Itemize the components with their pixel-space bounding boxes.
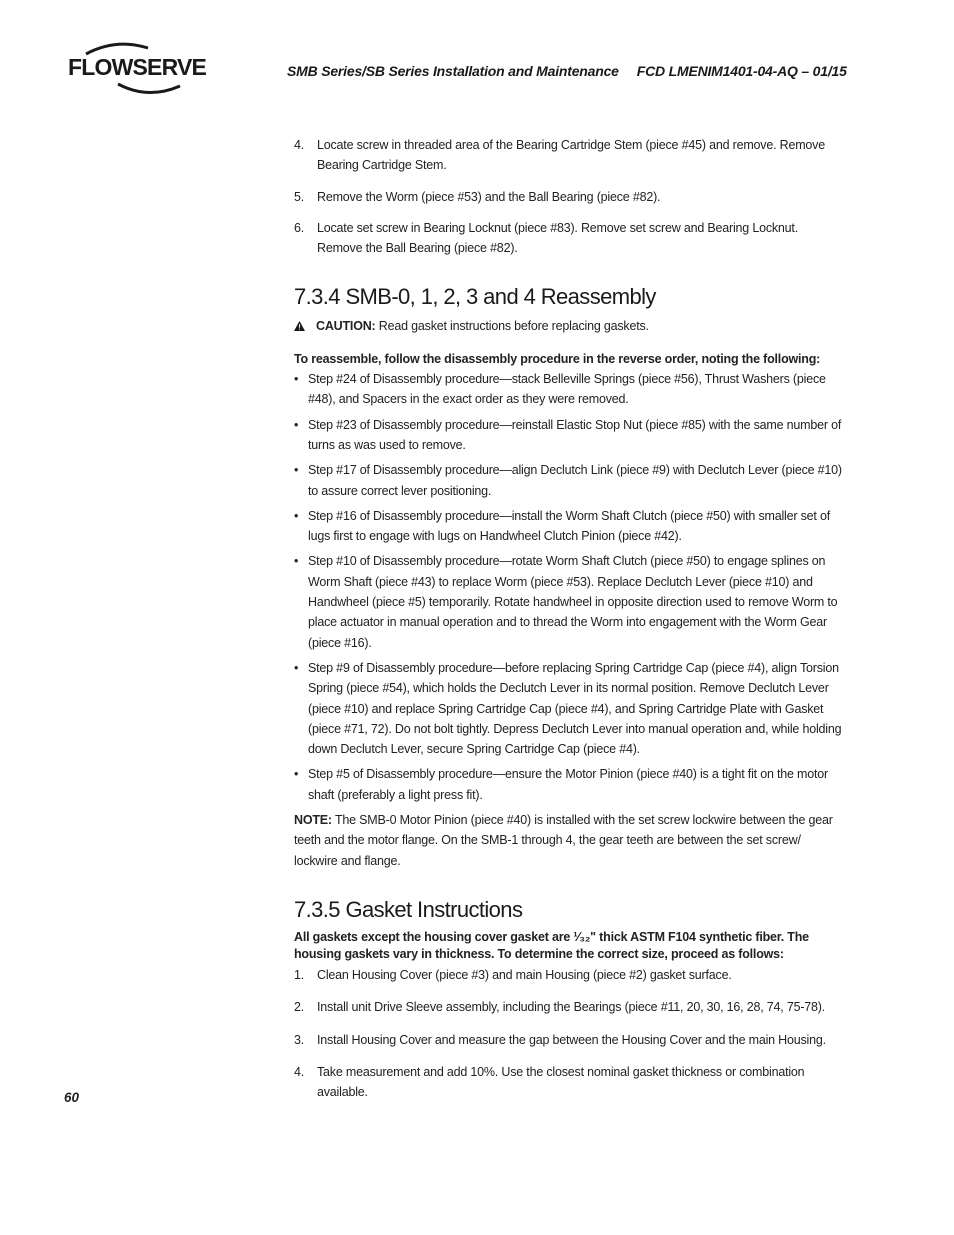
section-heading-gasket: 7.3.5 Gasket Instructions <box>294 896 523 922</box>
doc-title: SMB Series/SB Series Installation and Maintenance <box>287 63 619 79</box>
section-heading-reassembly: 7.3.4 SMB-0, 1, 2, 3 and 4 Reassembly <box>294 284 656 310</box>
reassembly-intro: To reassemble, follow the disassembly procedure in the reverse order, noting the following: <box>294 351 821 366</box>
list-item: • Step #23 of Disassembly procedure—reinstall Elastic Stop Nut (piece #85) with the same number of turns as was used to remove. <box>294 417 842 452</box>
caution-label: CAUTION: <box>316 319 376 334</box>
gasket-steps-list <box>294 965 844 1102</box>
list-item: 2. Install unit Drive Sleeve assembly, including the Bearings (piece #11, 20, 30, 16, 28, 74, 75-78). <box>294 1000 826 1015</box>
caution-note <box>294 316 844 336</box>
list-item: • Step #5 of Disassembly procedure—ensure the Motor Pinion (piece #40) is a tight fit on the motor shaft (preferably a light press fit). <box>294 767 828 802</box>
list-item: 4. Locate screw in threaded area of the Bearing Cartridge Stem (piece #45) and remove. Remove Bearing Cartridge Stem. <box>294 138 825 173</box>
list-item: 3. Install Housing Cover and measure the gap between the Housing Cover and the main Housing. <box>294 1032 826 1047</box>
list-item: • Step #9 of Disassembly procedure—before replacing Spring Cartridge Cap (piece #4), align Torsion Spring (piece #54), which holds the Declutch Lever in its normal position. Remove Declutch Lever (piece #10) and replace Spring Cartridge Cap (piece #4), and Spring Cartridge Plate with Gasket (piece #71, 72). Do not bolt tightly. Depress Declutch Lever into manual operation and, while holding down Declutch Lever, secure Spring Cartridge Cap (piece #4). <box>294 660 842 757</box>
list-item: 4. Take measurement and add 10%. Use the closest nominal gasket thickness or combination available. <box>294 1064 805 1100</box>
disassembly-steps-list <box>294 135 844 258</box>
note-text: The SMB-0 Motor Pinion (piece #40) is installed with the set screw lockwire between the gear teeth and the motor flange. On the SMB-1 through 4, the gear teeth are between the set screw/ lockwire and flange. <box>294 813 833 868</box>
doc-code: FCD LMENIM1401-04-AQ – 01/15 <box>636 63 847 79</box>
list-item: • Step #17 of Disassembly procedure—align Declutch Link (piece #9) with Declutch Lever (piece #10) to assure correct lever positioning. <box>294 463 842 498</box>
list-item: • Step #10 of Disassembly procedure—rotate Worm Shaft Clutch (piece #50) to engage splines on Worm Shaft (piece #43) to replace Worm (piece #53). Replace Declutch Lever (piece #10) and Handwheel (piece #5) temporarily. Rotate handwheel in opposite direction used to remove Worm to place actuator in manual operation and to thread the Worm into engagement with the Worm Gear (piece #16). <box>294 554 838 650</box>
caution-text: Read gasket instructions before replacing gaskets. <box>378 319 649 334</box>
list-item: • Step #16 of Disassembly procedure—install the Worm Shaft Clutch (piece #50) with smaller set of lugs first to engage with lugs on Handwheel Clutch Pinion (piece #42). <box>294 508 830 544</box>
flowserve-logo <box>68 42 208 96</box>
list-item: • Step #24 of Disassembly procedure—stack Belleville Springs (piece #56), Thrust Washers (piece #48), and Spacers in the exact order as they were removed. <box>294 372 826 407</box>
header-title <box>287 63 847 79</box>
main-content <box>294 135 844 1114</box>
page-number: 60 <box>64 1090 80 1105</box>
gasket-intro: All gaskets except the housing cover gasket are ¹⁄₃₂" thick ASTM F104 synthetic fiber. The housing gaskets vary in thickness. To determine the correct size, proceed as follows: <box>294 929 809 961</box>
reassembly-bullets <box>294 369 844 805</box>
list-item: 6. Locate set screw in Bearing Locknut (piece #83). Remove set screw and Bearing Locknut. Remove the Ball Bearing (piece #82). <box>294 220 798 256</box>
list-item: 5. Remove the Worm (piece #53) and the Ball Bearing (piece #82). <box>294 189 661 204</box>
logo-wordmark: FLOWSERVE <box>68 54 207 80</box>
warning-triangle-icon <box>294 321 305 331</box>
note-label: NOTE: <box>294 813 332 828</box>
list-item: 1. Clean Housing Cover (piece #3) and main Housing (piece #2) gasket surface. <box>294 967 732 982</box>
note-paragraph <box>294 810 844 871</box>
